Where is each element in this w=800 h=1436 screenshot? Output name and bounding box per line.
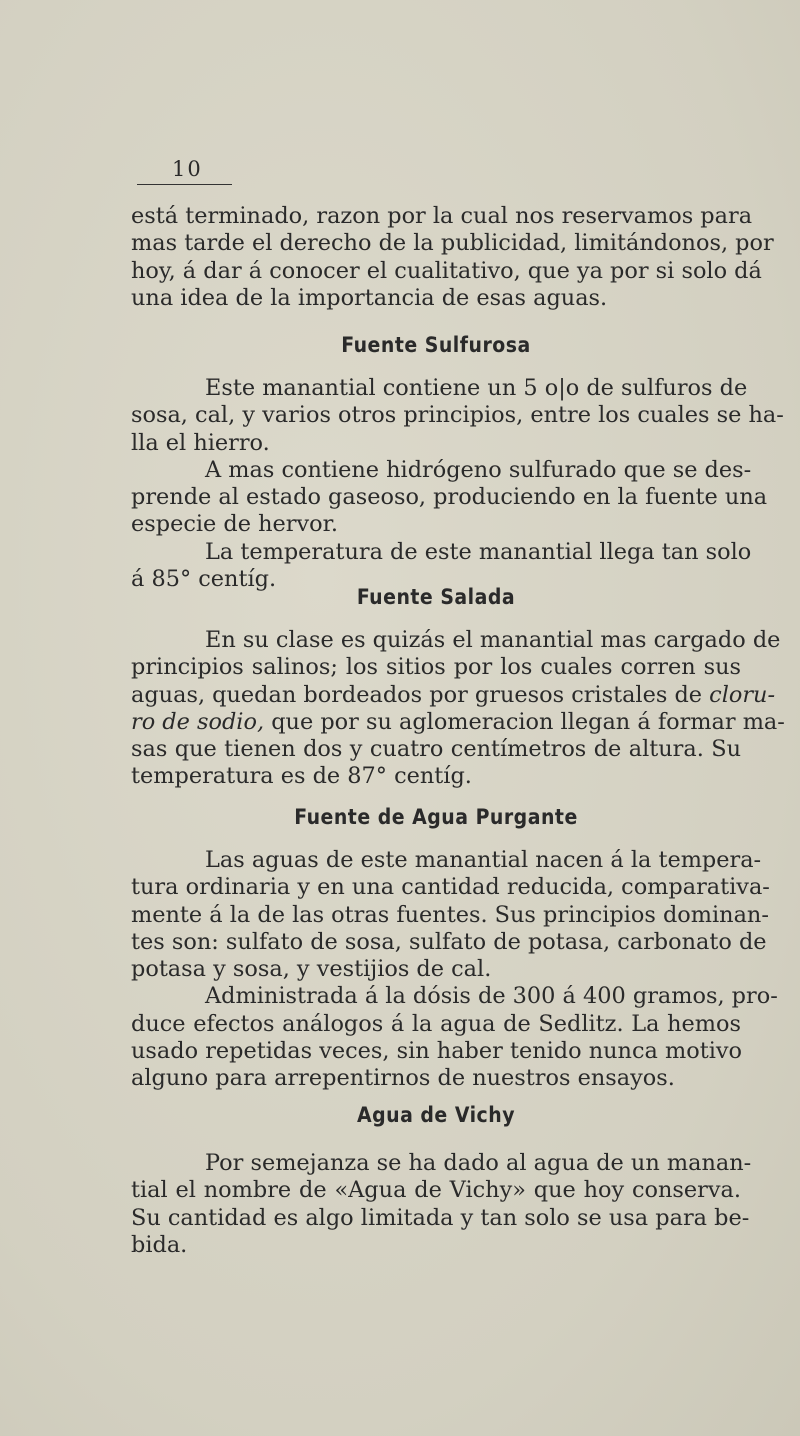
text-line: La temperatura de este manantial llega tan solo bbox=[205, 538, 752, 565]
italic-term: cloru- bbox=[709, 681, 776, 708]
text-line: sosa, cal, y varios otros principios, entre los cuales se ha- bbox=[131, 402, 784, 429]
text-line: tial el nombre de «Agua de Vichy» que hoy conserva. bbox=[131, 1177, 741, 1204]
page-number-rule bbox=[137, 184, 232, 185]
text-line: mente á la de las otras fuentes. Sus principios dominan- bbox=[131, 901, 769, 928]
text-line: tura ordinaria y en una cantidad reducida, comparativa- bbox=[131, 874, 770, 901]
text-line: está terminado, razon por la cual nos reservamos para bbox=[131, 203, 753, 229]
text-line: lla el hierro. bbox=[131, 429, 270, 456]
text-line: A mas contiene hidrógeno sulfurado que se des- bbox=[205, 456, 752, 483]
section-body bbox=[131, 627, 785, 791]
italic-term: ro de sodio, bbox=[131, 708, 265, 735]
text-line: mas tarde el derecho de la publicidad, limitándonos, por bbox=[131, 230, 774, 257]
section-body bbox=[131, 1150, 752, 1259]
text-segment: aguas, quedan bordeados por gruesos cristales de bbox=[131, 681, 710, 708]
text-line: usado repetidas veces, sin haber tenido nunca motivo bbox=[131, 1038, 742, 1065]
section-body bbox=[131, 375, 784, 593]
text-line: prende al estado gaseoso, produciendo en la fuente una bbox=[131, 484, 768, 511]
text-line: alguno para arrepentirnos de nuestros ensayos. bbox=[131, 1065, 675, 1092]
section-heading: Fuente Salada bbox=[356, 585, 516, 609]
text-line: principios salinos; los sitios por los cuales corren sus bbox=[131, 654, 741, 681]
text-line: temperatura es de 87° centíg. bbox=[131, 763, 472, 790]
section-body bbox=[131, 847, 778, 1093]
page-number: 10 bbox=[172, 157, 203, 181]
text-line: duce efectos análogos á la agua de Sedlitz. La hemos bbox=[131, 1010, 741, 1037]
text-line: Este manantial contiene un 5 o|o de sulfuros de bbox=[205, 375, 748, 401]
intro-paragraph bbox=[131, 203, 774, 312]
text-line: Administrada á la dósis de 300 á 400 gramos, pro- bbox=[205, 983, 778, 1010]
text-line: potasa y sosa, y vestijios de cal. bbox=[131, 956, 492, 983]
text-line: sas que tienen dos y cuatro centímetros de altura. Su bbox=[131, 736, 741, 763]
text-line: Su cantidad es algo limitada y tan solo se usa para be- bbox=[131, 1204, 750, 1231]
text-line: especie de hervor. bbox=[131, 511, 338, 538]
text-line: Por semejanza se ha dado al agua de un manan- bbox=[205, 1150, 752, 1176]
text-line bbox=[131, 681, 776, 709]
text-line: una idea de la importancia de esas aguas. bbox=[131, 284, 608, 311]
text-line bbox=[131, 708, 785, 736]
text-line: En su clase es quizás el manantial mas cargado de bbox=[205, 627, 781, 653]
text-line: á 85° centíg. bbox=[131, 566, 277, 593]
text-line: bida. bbox=[131, 1231, 188, 1258]
text-line: hoy, á dar á conocer el cualitativo, que ya por si solo dá bbox=[131, 257, 762, 284]
text-line: tes son: sulfato de sosa, sulfato de potasa, carbonato de bbox=[131, 928, 767, 955]
section-heading: Agua de Vichy bbox=[356, 1103, 516, 1127]
text-line: Las aguas de este manantial nacen á la tempera- bbox=[205, 847, 762, 873]
text-segment: que por su aglomeracion llegan á formar ma- bbox=[264, 708, 785, 735]
section-heading: Fuente Sulfurosa bbox=[341, 333, 531, 357]
section-heading: Fuente de Agua Purgante bbox=[294, 805, 578, 829]
